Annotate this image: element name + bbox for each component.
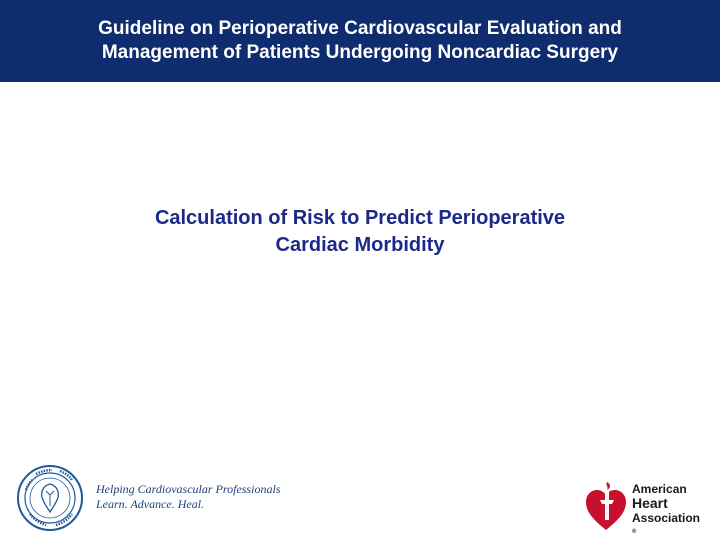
subtitle-line-2: Cardiac Morbidity [275, 234, 445, 256]
acc-tagline [96, 482, 280, 512]
aha-line-3: Association ® [632, 511, 700, 539]
header-title-line-1: Guideline on Perioperative Cardiovascular Evaluation and [98, 18, 622, 39]
slide-subtitle [60, 205, 660, 259]
registered-mark: ® [632, 529, 637, 535]
header-title-line-2: Management of Patients Undergoing Noncardiac Surgery [101, 42, 619, 63]
aha-line-1: American [632, 482, 687, 496]
slide-header [0, 0, 720, 82]
acc-tagline-line-2: Learn. Advance. Heal. [96, 497, 205, 511]
acc-seal-icon [16, 464, 84, 532]
acc-tagline-line-1: Helping Cardiovascular Professionals [96, 482, 281, 496]
aha-wordmark [632, 482, 700, 539]
aha-heart-torch-icon [583, 478, 629, 534]
aha-line-2: Heart [632, 495, 668, 511]
subtitle-line-1: Calculation of Risk to Predict Perioperative [154, 207, 566, 229]
